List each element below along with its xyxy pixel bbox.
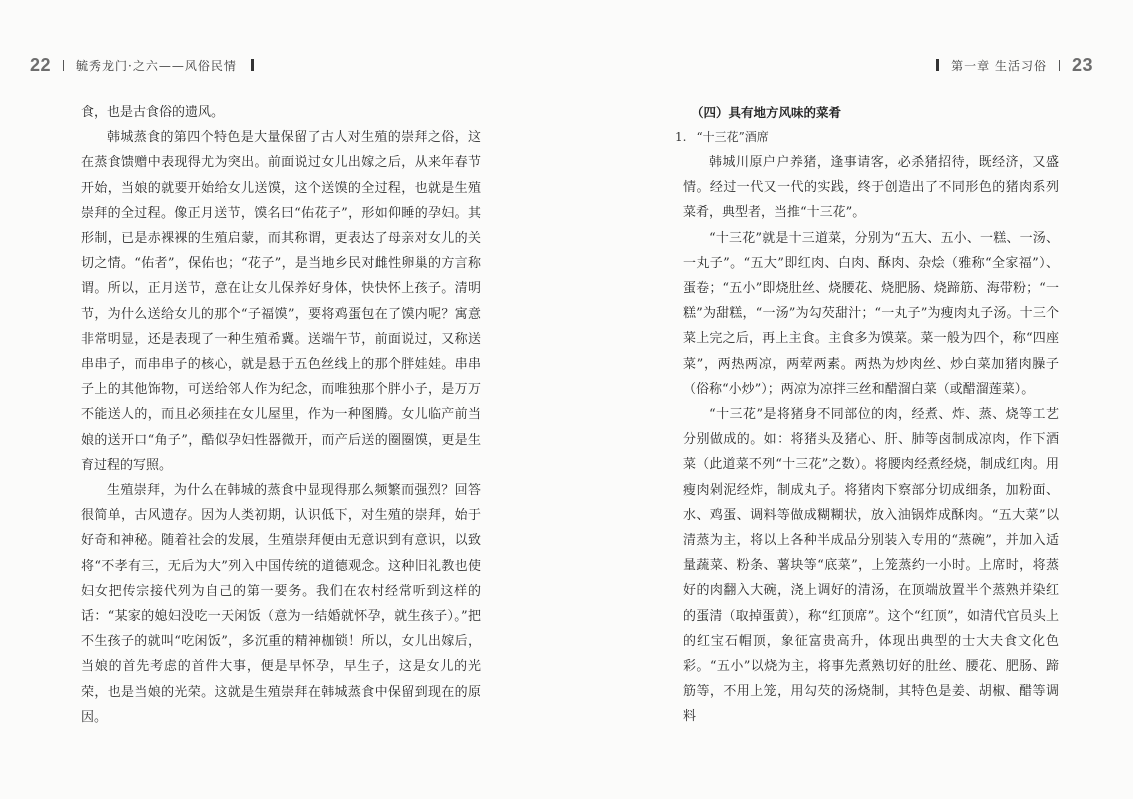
paragraph: “十三花”就是十三道菜，分别为“五大、五小、一糕、一汤、一丸子”。“五大”即红肉、白肉、酥肉、杂烩（雅称“全家福”）、蛋卷；“五小”即烧肚丝、烧腰花、烧肥肠、烧蹄筋、海带粉；“一糕”为甜糕，“一汤”为勾芡甜汁；“一丸子”为瘦肉丸子汤。十三个菜上完之后，再上主食。主食多为馍菜。菜一般为四个，称“四座菜”，两热两凉，两荤两素。两热为炒肉丝、炒白菜加猪肉臊子（俗称“小炒”）；两凉为凉拌三丝和醋溜白菜（或醋溜莲菜）。 xyxy=(683,230,1059,397)
subheading xyxy=(675,125,1059,150)
running-title: 第一章 生活习俗 xyxy=(951,58,1047,73)
paragraph: 生殖崇拜，为什么在韩城的蒸食中显现得那么频繁而强烈？回答很简单，古风遗存。因为人类初期，认识低下，对生殖的崇拜，始于好奇和神秘。随着社会的发展，生殖崇拜便由无意识到有意识，以致将“不孝有三，无后为大”列入中国传统的道德观念。这种旧礼教也使妇女把传宗接代列为自己的第一要务。我们在农村经常听到这样的话：“某家的媳妇没吃一天闲饭（意为一结婚就怀孕，就生孩子）。”把不生孩子的就叫“吃闲饭”，多沉重的精神枷锁！所以，女儿出嫁后，当娘的首先考虑的首件大事，便是早怀孕，早生子，这是女儿的光荣，也是当娘的光荣。这就是生殖崇拜在韩城蒸食中保留到现在的原因。 xyxy=(81,483,481,725)
left-page-header xyxy=(30,52,260,78)
left-page-body xyxy=(81,100,481,730)
subheading-index: 1. xyxy=(675,130,687,144)
right-page xyxy=(567,0,1133,799)
right-page-header xyxy=(930,52,1093,78)
page-number: 22 xyxy=(30,54,52,75)
section-heading: （四）具有地方风味的菜肴 xyxy=(691,105,842,120)
subheading-text: “十三花”酒席 xyxy=(696,130,769,144)
paragraph: 韩城川原户户养猪，逢事请客，必杀猪招待，既经济，又盛情。经过一代又一代的实践，终于创造出了不同形色的猪肉系列菜肴，典型者，当推“十三花”。 xyxy=(683,155,1059,221)
paragraph: “十三花”是将猪身不同部位的肉，经煮、炸、蒸、烧等工艺分别做成的。如：将猪头及猪心、肝、肺等卤制成凉肉，作下酒菜（此道菜不列“十三花”之数）。将腰肉经煮经烧，制成红肉。用瘦肉剁泥经炸，制成丸子。将猪肉下察部分切成细条，加粉面、水、鸡蛋、调料等做成糊糊状，放入油锅炸成酥肉。“五大菜”以清蒸为主，将以上各种半成品分别装入专用的“蒸碗”，并加入适量蔬菜、粉条、薯块等“底菜”，上笼蒸约一小时。上席时，将蒸好的肉翻入大碗，浇上调好的清汤，在顶端放置半个蒸熟并染红的蛋清（取掉蛋黄），称“红顶席”。这个“红顶”，如清代官员头上的红宝石帽顶，象征富贵高升，体现出典型的士大夫食文化色彩。“五小”以烧为主，将事先煮熟切好的肚丝、腰花、肥肠、蹄筋等，不用上笼，用勾芡的汤烧制，其特色是姜、胡椒、醋等调料 xyxy=(683,407,1059,725)
header-divider xyxy=(1059,60,1060,71)
header-divider xyxy=(63,60,64,71)
right-page-body xyxy=(675,100,1059,730)
header-bar-mark xyxy=(936,59,939,71)
header-bar-mark xyxy=(251,59,254,71)
paragraph: 韩城蒸食的第四个特色是大量保留了古人对生殖的崇拜之俗，这在蒸食馈赠中表现得尤为突出。前面说过女儿出嫁之后，从来年春节开始，当娘的就要开始给女儿送馍，这个送馍的全过程，也就是生殖崇拜的全过程。像正月送节，馍名曰“佑花子”，形如仰睡的孕妇。其形制，已是赤裸裸的生殖启蒙，而其称谓，更表达了母亲对女儿的关切之情。“佑者”，保佑也；“花子”，是当地乡民对雌性卵巢的方言称谓。所以，正月送节，意在让女儿保养好身体，快快怀上孩子。清明节，为什么送给女儿的那个“子福馍”，要将鸡蛋包在了馍内呢？寓意非常明显，还是表现了一种生殖希冀。送端午节，前面说过，又称送串串子，而串串子的核心，就是悬于五色丝线上的那个胖娃娃。串串子上的其他饰物，可送给邻人作为纪念，而唯独那个胖小子，是万万不能送人的，而且必须挂在女儿屋里，作为一种图腾。女儿临产前当娘的送开口“角子”，酷似孕妇性器微开，而产后送的圈圈馍，更是生育过程的写照。 xyxy=(81,130,481,473)
paragraph: 食，也是古食俗的遗风。 xyxy=(81,105,225,120)
page-number: 23 xyxy=(1071,54,1093,75)
running-title: 毓秀龙门·之六——风俗民情 xyxy=(76,58,237,73)
left-page xyxy=(0,0,566,799)
